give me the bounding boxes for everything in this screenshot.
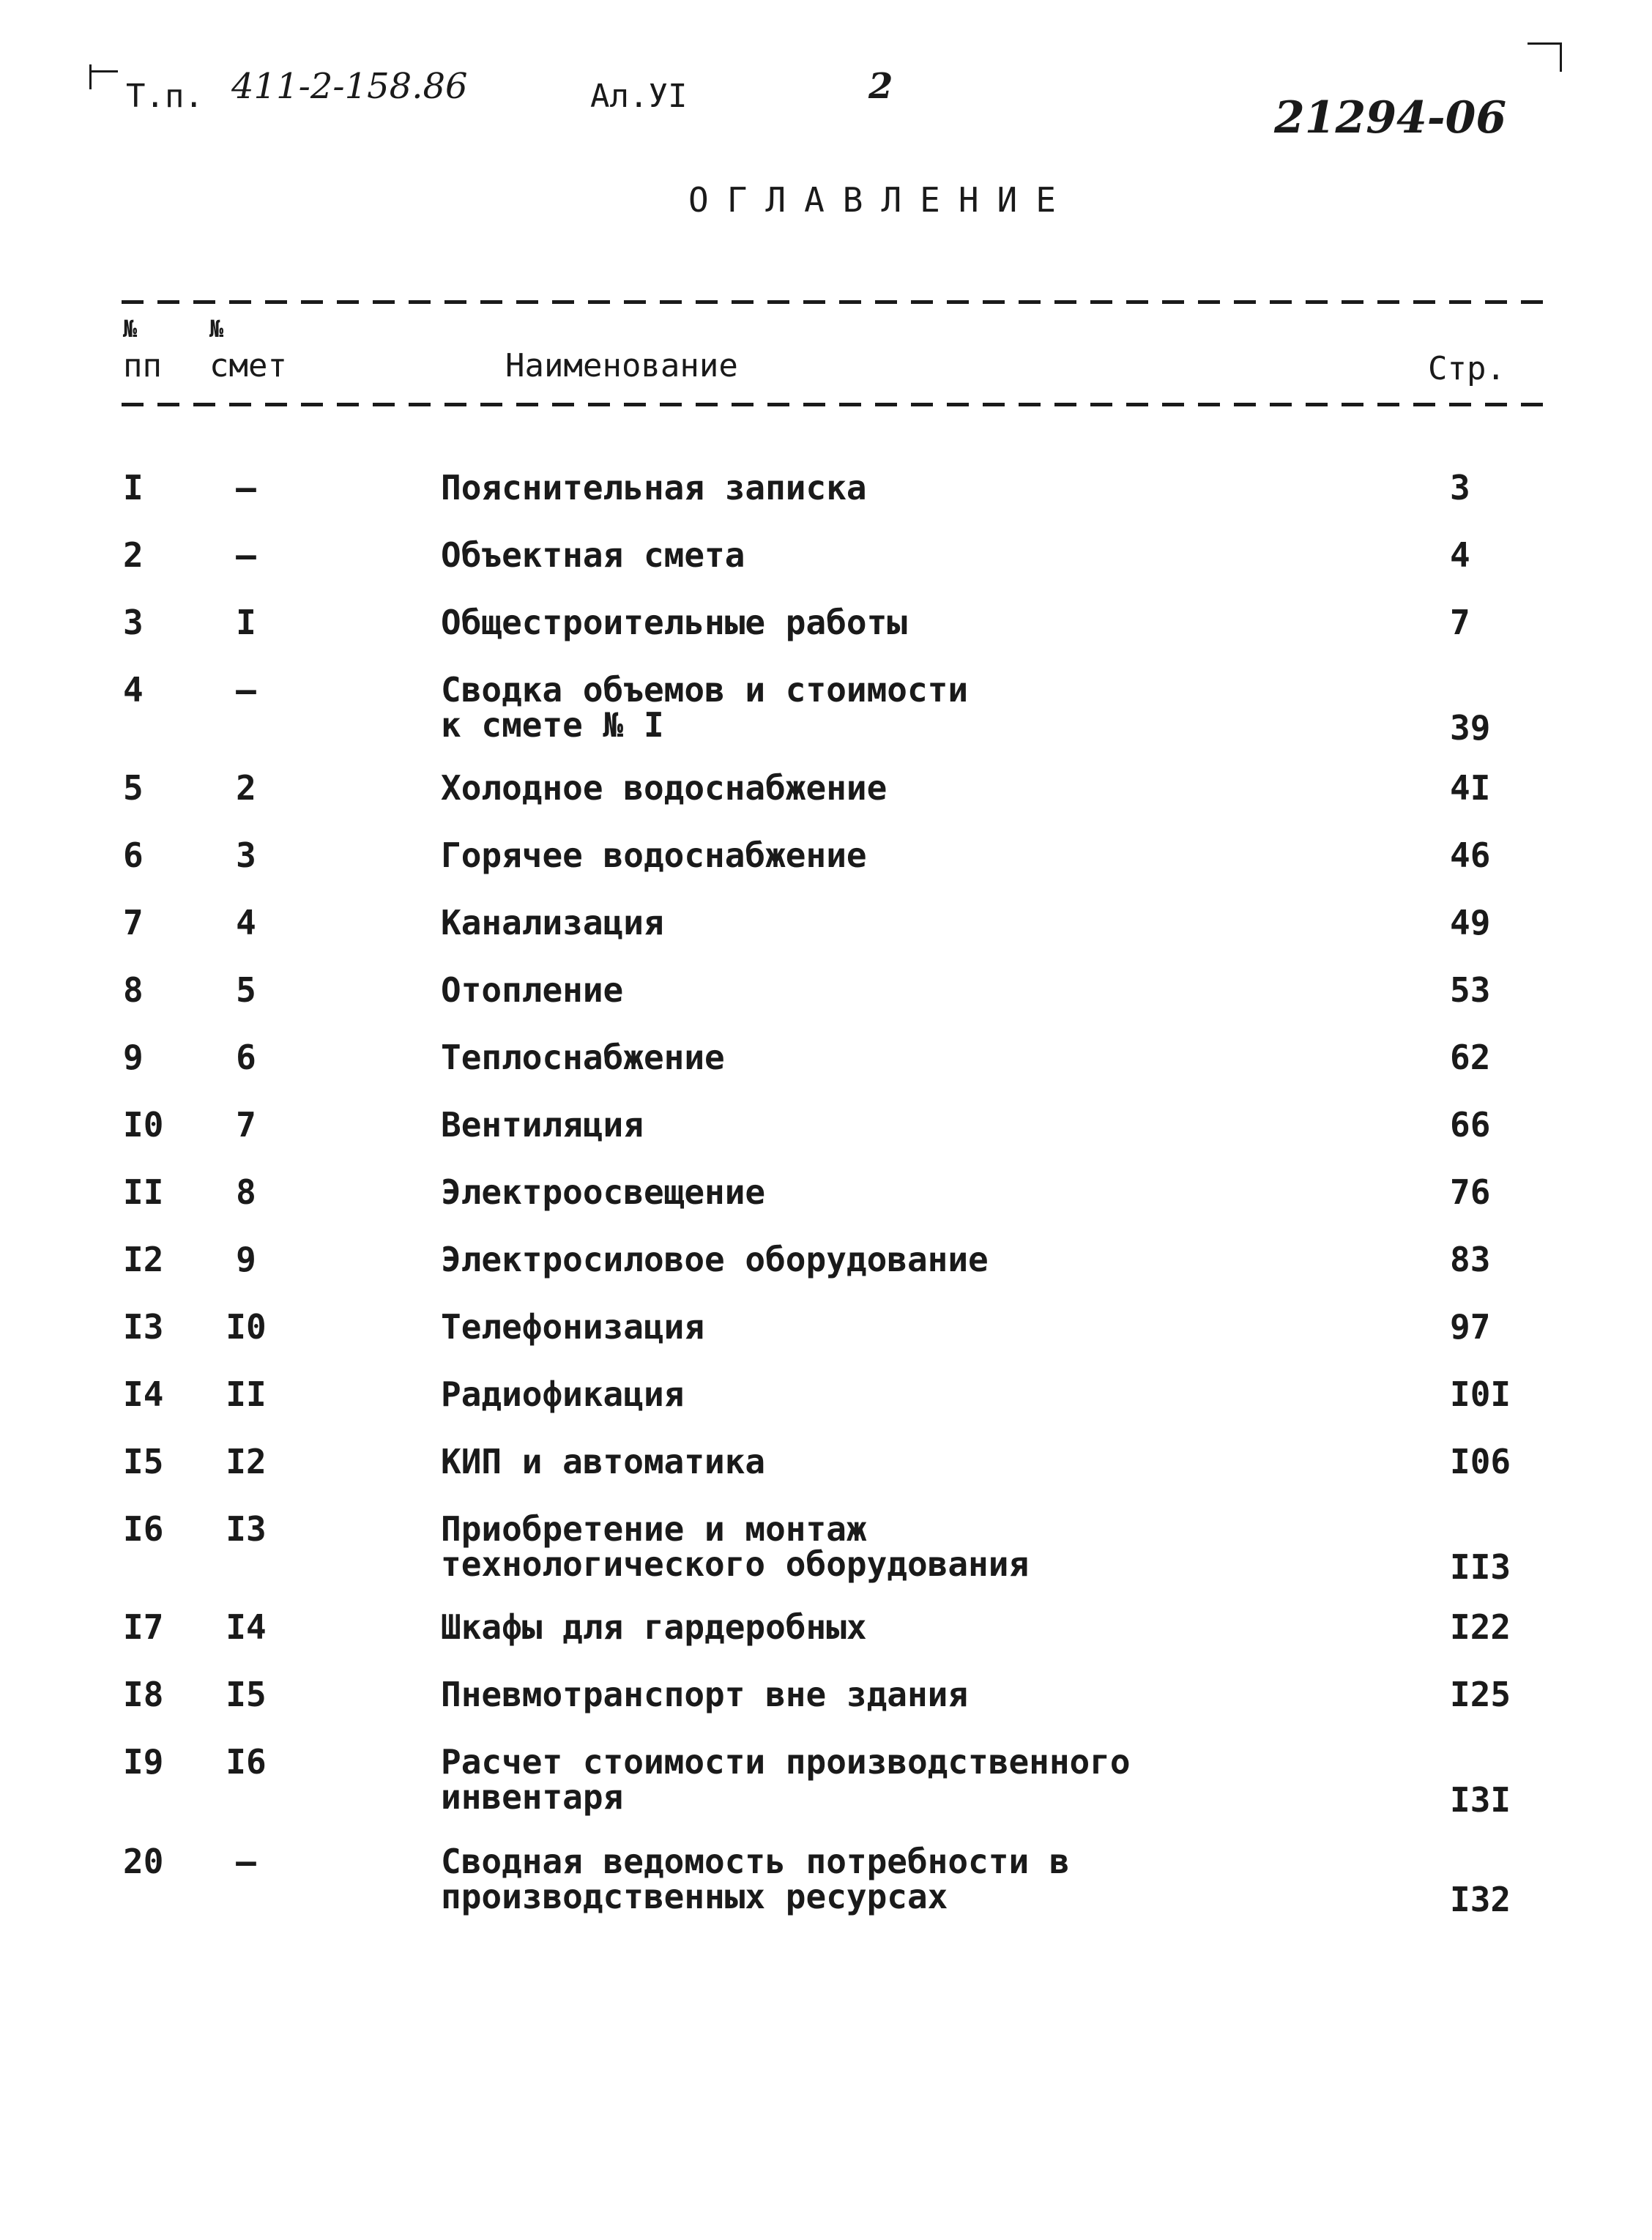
row-title-line: КИП и автоматика bbox=[441, 1442, 766, 1481]
row-page-number: 66 bbox=[1450, 1105, 1491, 1145]
row-title-line: Шкафы для гардеробных bbox=[441, 1607, 867, 1647]
row-title-line: Вентиляция bbox=[441, 1105, 644, 1145]
column-header-estimate: смет bbox=[209, 347, 287, 384]
row-page-number: I3I bbox=[1450, 1780, 1511, 1820]
row-title-line: Электросиловое оборудование bbox=[441, 1240, 989, 1279]
row-page-number: 53 bbox=[1450, 970, 1491, 1010]
row-estimate-number: 7 bbox=[236, 1105, 256, 1145]
row-title-line: Сводная ведомость потребности в bbox=[441, 1842, 1070, 1881]
page-title: ОГЛАВЛЕНИЕ bbox=[688, 180, 1074, 220]
row-title-line: Расчет стоимости производственного bbox=[441, 1742, 1131, 1782]
row-title-line: Канализация bbox=[441, 903, 664, 942]
row-estimate-number: 5 bbox=[236, 970, 256, 1010]
header-album: Ал.УI bbox=[590, 78, 688, 115]
row-title-line: Общестроительные работы bbox=[441, 603, 907, 642]
row-estimate-number: I6 bbox=[226, 1742, 267, 1782]
row-page-number: 3 bbox=[1450, 468, 1470, 507]
row-page-number: 83 bbox=[1450, 1240, 1491, 1279]
row-number: I7 bbox=[123, 1607, 164, 1647]
row-number: I3 bbox=[123, 1307, 164, 1347]
header-project-code: 411-2-158.86 bbox=[231, 66, 468, 107]
row-number: I6 bbox=[123, 1509, 164, 1549]
row-page-number: 7 bbox=[1450, 603, 1470, 642]
row-page-number: II3 bbox=[1450, 1547, 1511, 1587]
row-estimate-number: I3 bbox=[226, 1509, 267, 1549]
column-header-estimate-symbol: № bbox=[209, 315, 224, 343]
row-number: I5 bbox=[123, 1442, 164, 1481]
row-title-line: Пневмотранспорт вне здания bbox=[441, 1675, 969, 1714]
row-title-line: Приобретение и монтаж bbox=[441, 1509, 867, 1549]
row-number: II bbox=[123, 1172, 164, 1212]
row-page-number: I32 bbox=[1450, 1880, 1511, 1919]
row-page-number: 62 bbox=[1450, 1038, 1491, 1077]
row-number: I9 bbox=[123, 1742, 164, 1782]
row-title-line: Радиофикация bbox=[441, 1374, 685, 1414]
row-page-number: 4 bbox=[1450, 535, 1470, 575]
row-number: 8 bbox=[123, 970, 144, 1010]
row-estimate-number: 2 bbox=[236, 768, 256, 808]
column-header-row-number: пп bbox=[123, 347, 162, 384]
row-page-number: 46 bbox=[1450, 836, 1491, 875]
row-estimate-number: I2 bbox=[226, 1442, 267, 1481]
row-number: I bbox=[123, 468, 144, 507]
row-number: 20 bbox=[123, 1842, 164, 1881]
header-page-number: 2 bbox=[868, 66, 893, 107]
row-page-number: I22 bbox=[1450, 1607, 1511, 1647]
row-title-line: Холодное водоснабжение bbox=[441, 768, 888, 808]
row-page-number: 97 bbox=[1450, 1307, 1491, 1347]
row-page-number: I06 bbox=[1450, 1442, 1511, 1481]
row-estimate-number: I bbox=[236, 603, 256, 642]
row-title-line: Сводка объемов и стоимости bbox=[441, 670, 969, 710]
row-estimate-number: I4 bbox=[226, 1607, 267, 1647]
column-header-name: Наименование bbox=[505, 347, 738, 384]
row-estimate-number: – bbox=[236, 468, 256, 507]
row-estimate-number: 4 bbox=[236, 903, 256, 942]
row-number: 9 bbox=[123, 1038, 144, 1077]
row-number: 7 bbox=[123, 903, 144, 942]
row-title-line: Теплоснабжение bbox=[441, 1038, 725, 1077]
row-title-line: Объектная смета bbox=[441, 535, 745, 575]
row-estimate-number: 9 bbox=[236, 1240, 256, 1279]
row-number: 3 bbox=[123, 603, 144, 642]
row-estimate-number: 3 bbox=[236, 836, 256, 875]
row-estimate-number: 6 bbox=[236, 1038, 256, 1077]
row-estimate-number: – bbox=[236, 670, 256, 710]
row-number: I2 bbox=[123, 1240, 164, 1279]
row-estimate-number: 8 bbox=[236, 1172, 256, 1212]
column-header-number-symbol: № bbox=[123, 315, 138, 343]
row-estimate-number: – bbox=[236, 535, 256, 575]
row-estimate-number: I0 bbox=[226, 1307, 267, 1347]
row-estimate-number: – bbox=[236, 1842, 256, 1881]
row-estimate-number: II bbox=[226, 1374, 267, 1414]
row-number: 4 bbox=[123, 670, 144, 710]
row-page-number: 49 bbox=[1450, 903, 1491, 942]
row-number: 2 bbox=[123, 535, 144, 575]
header-inventory-number: 21294-06 bbox=[1274, 92, 1507, 144]
row-page-number: 39 bbox=[1450, 708, 1491, 748]
row-number: 5 bbox=[123, 768, 144, 808]
row-title-line: Пояснительная записка bbox=[441, 468, 867, 507]
row-number: 6 bbox=[123, 836, 144, 875]
row-title-line: Отопление bbox=[441, 970, 624, 1010]
row-estimate-number: I5 bbox=[226, 1675, 267, 1714]
header-series-label: Т.п. bbox=[126, 78, 204, 115]
row-number: I4 bbox=[123, 1374, 164, 1414]
row-title-line: производственных ресурсах bbox=[441, 1877, 948, 1916]
row-page-number: I0I bbox=[1450, 1374, 1511, 1414]
row-number: I8 bbox=[123, 1675, 164, 1714]
row-title-line: Горячее водоснабжение bbox=[441, 836, 867, 875]
row-page-number: I25 bbox=[1450, 1675, 1511, 1714]
row-page-number: 76 bbox=[1450, 1172, 1491, 1212]
column-header-page: Стр. bbox=[1428, 350, 1506, 387]
row-title-line: к смете № I bbox=[441, 705, 664, 745]
row-title-line: инвентаря bbox=[441, 1777, 624, 1817]
row-title-line: технологического оборудования bbox=[441, 1544, 1030, 1584]
row-page-number: 4I bbox=[1450, 768, 1491, 808]
row-number: I0 bbox=[123, 1105, 164, 1145]
row-title-line: Телефонизация bbox=[441, 1307, 705, 1347]
row-title-line: Электроосвещение bbox=[441, 1172, 766, 1212]
